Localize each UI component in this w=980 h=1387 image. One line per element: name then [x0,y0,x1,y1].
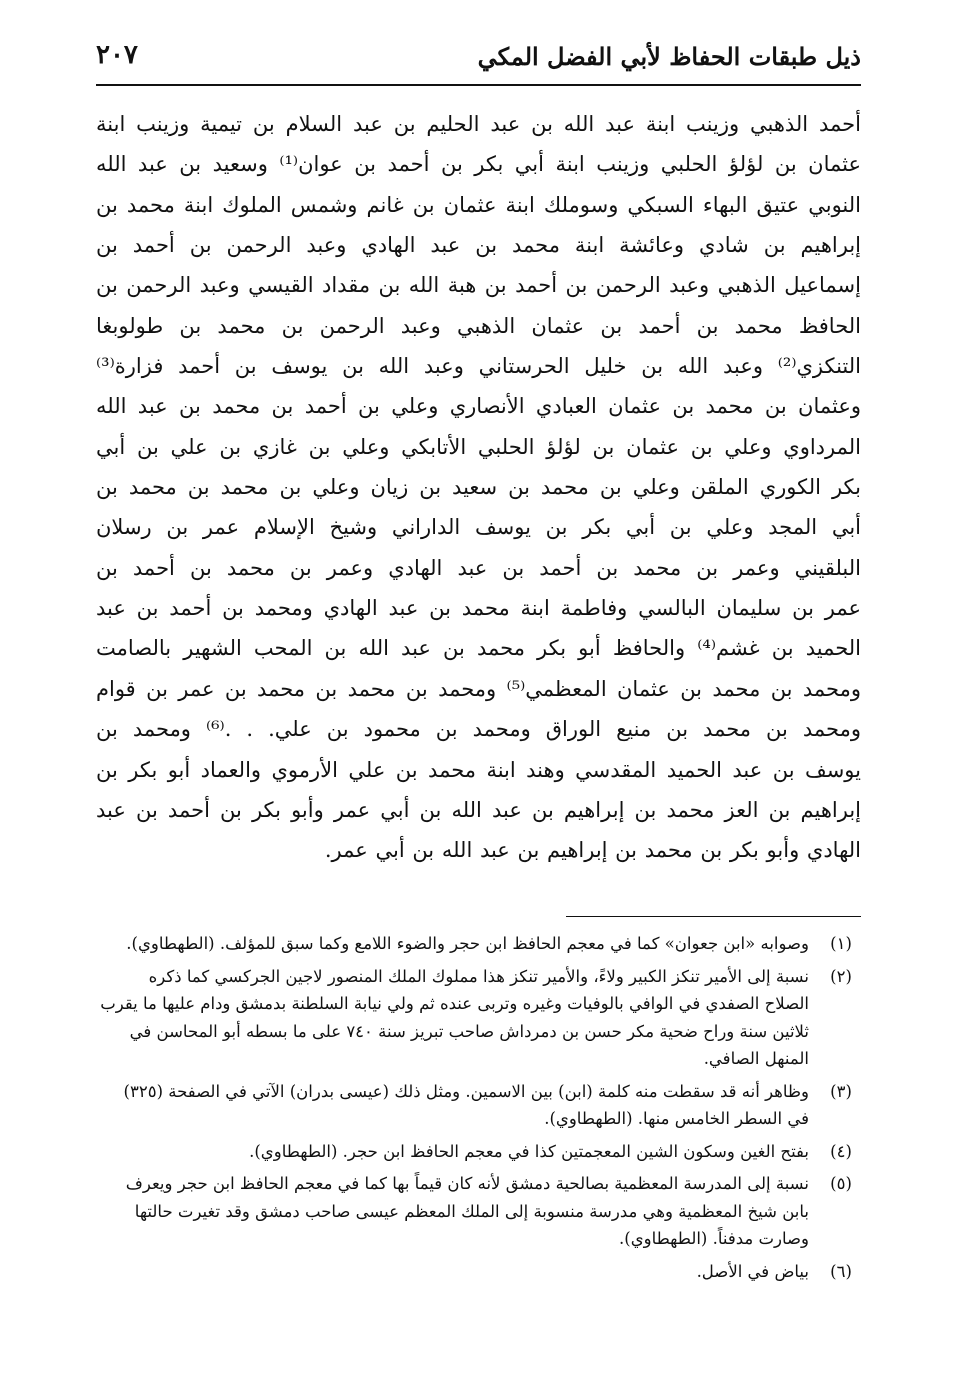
body-line: بكر الكوري الملقن وعلي بن محمد بن سعيد بن زيان وعلي بن محمد بن محمد بن [96,475,861,500]
body-line: النوبي عتيق البهاء السبكي وسوملك ابنة عثمان بن غانم وشمس الملوك ابنة محمد بن [96,192,861,217]
body-line: الهادي وأبو بكر بن محمد بن إبراهيم بن عبد الله بن أبي عمر. [324,838,861,863]
footnote [80,1078,861,1133]
footnote-text: الصلاح الصفدي في الوافي بالوفيات وغيره وتربى عنده ثم ولي نيابة السلطنة بدمشق ودام عليها ما يقرب [100,994,809,1013]
footnote-number: (٣) [830,1081,852,1101]
footnote-separator [566,916,861,917]
body-line: البلقيني وعمر بن محمد بن أحمد بن عبد الهادي وعمر بن محمد بن أحمد بن [96,555,861,580]
body-line: إبراهيم بن شادي وعائشة ابنة محمد بن عبد الهادي وعبد الرحمن بن أحمد بن [96,233,861,258]
footnote-text: وصارت مدفناً. (الطهطاوي). [619,1229,809,1248]
footnote-text: ثلاثين سنة وراح ضحية مكر حسن بن دمرداش صاحب تبريز سنة ٧٤٠ على ما بسطه أبو المحاسن في [129,1021,809,1041]
footnote-text: بفتح الغين وسكون الشين المعجمتين كذا في معجم الحافظ ابن حجر. (الطهطاوي). [249,1141,809,1161]
body-line: وعثمان بن محمد بن عثمان العبادي الأنصاري وعلي بن أحمد بن محمد بن عبد الله [96,394,861,419]
footnote-text: بياض في الأصل. [696,1261,809,1281]
footnote-number: (٥) [830,1174,852,1193]
page-header [96,36,861,86]
footnote-text: وصوابه «ابن جعوان» كما في معجم الحافظ ابن حجر والضوء اللامع وكما سبق للمؤلف. (الطهطاوي). [126,934,809,953]
footnote-text: بابن شيخ المعظمية وهي مدرسة منسوبة إلى الملك المعظم عيسى صاحب دمشق وقد تغيرت حالتها [134,1201,809,1221]
footnote-number: (١) [830,934,852,953]
running-title: ذيل طبقات الحفاظ لأبي الفضل المكي [477,42,861,71]
footnote-text: نسبة إلى المدرسة المعظمية بصالحية دمشق لأنه كان قيماً بها كما في معجم الحافظ ابن حجر ويعرف [125,1174,809,1193]
body-line: أحمد الذهبي وزينب ابنة عبد الله بن عبد الحليم بن عبد السلام بن تيمية وزينب ابنة [96,112,861,136]
body-line: الحافظ محمد بن أحمد بن عثمان الذهبي وعبد الرحمن بن محمد بن طولوبغا [96,313,861,338]
footnote [80,963,861,1073]
body-line: ومحمد بن محمد بن عثمان المعظمي⁽⁵⁾ ومحمد بن محمد بن محمد بن عمر بن قوام [96,676,861,701]
footnote-text: وظاهر أنه قد سقطت منه كلمة (ابن) بين الاسمين. ومثل ذلك (عيسى بدران) الآتي في الصفحة (٣٢٥) [123,1081,809,1101]
page-number: ٢٠٧ [96,40,138,70]
body-line: المرداوي وعلي بن عثمان بن لؤلؤ الحلبي الأتابكي وعلي بن غازي بن علي بن أبي [96,434,861,459]
body-line: الحميد بن غشم⁽⁴⁾ والحافظ أبو بكر محمد بن عبد الله بن المحب الشهير بالصامت [96,636,861,661]
body-line: ومحمد بن محمد بن منيع الوراق ومحمد بن محمود بن علي. . .⁽⁶⁾ ومحمد بن [96,717,861,742]
footnote [80,1138,861,1166]
footnote-text: في السطر الخامس منها. (الطهطاوي). [544,1109,809,1128]
footnote-text: نسبة إلى الأمير تنكز الكبير ولاءً، والأمير تنكز هذا مملوك الملك المنصور لاجين الجركسي كما ذكره [148,966,809,986]
footnote-text: المنهل الصافي. [703,1049,809,1068]
body-line: يوسف بن عبد الحميد المقدسي وهند ابنة محمد بن علي الأرموي والعماد أبو بكر بن [96,757,861,782]
main-text [96,104,861,871]
footnote [80,1258,861,1286]
body-line: عمر بن سليمان البالسي وفاطمة ابنة محمد بن عبد الهادي ومحمد بن أحمد بن عبد [96,596,861,621]
footnote [80,1170,861,1253]
footnote-number: (٢) [830,966,852,986]
body-line: التنكزي⁽²⁾ وعبد الله بن خليل الحرستاني وعبد الله بن يوسف بن أحمد فزارة⁽³⁾ [96,354,861,379]
body-line: أبي المجد وعلي بن أبي بكر بن يوسف الداراني وشيخ الإسلام عمر بن رسلان [96,515,861,540]
footnote-number: (٤) [830,1141,852,1161]
body-line: عثمان بن لؤلؤ الحلبي وزينب ابنة أبي بكر بن أحمد بن عوان⁽¹⁾ وسعيد بن عبد الله [96,152,861,177]
body-line: إسماعيل الذهبي وعبد الرحمن بن أحمد بن هبة الله بن مقداد القيسي وعبد الرحمن بن [96,273,861,298]
footnote-number: (٦) [830,1261,852,1281]
body-line: إبراهيم بن العز محمد بن إبراهيم بن عبد الله بن أبي عمر وأبو بكر بن أحمد بن عبد [96,797,861,822]
footnotes [80,930,861,1290]
footnote [80,930,861,958]
